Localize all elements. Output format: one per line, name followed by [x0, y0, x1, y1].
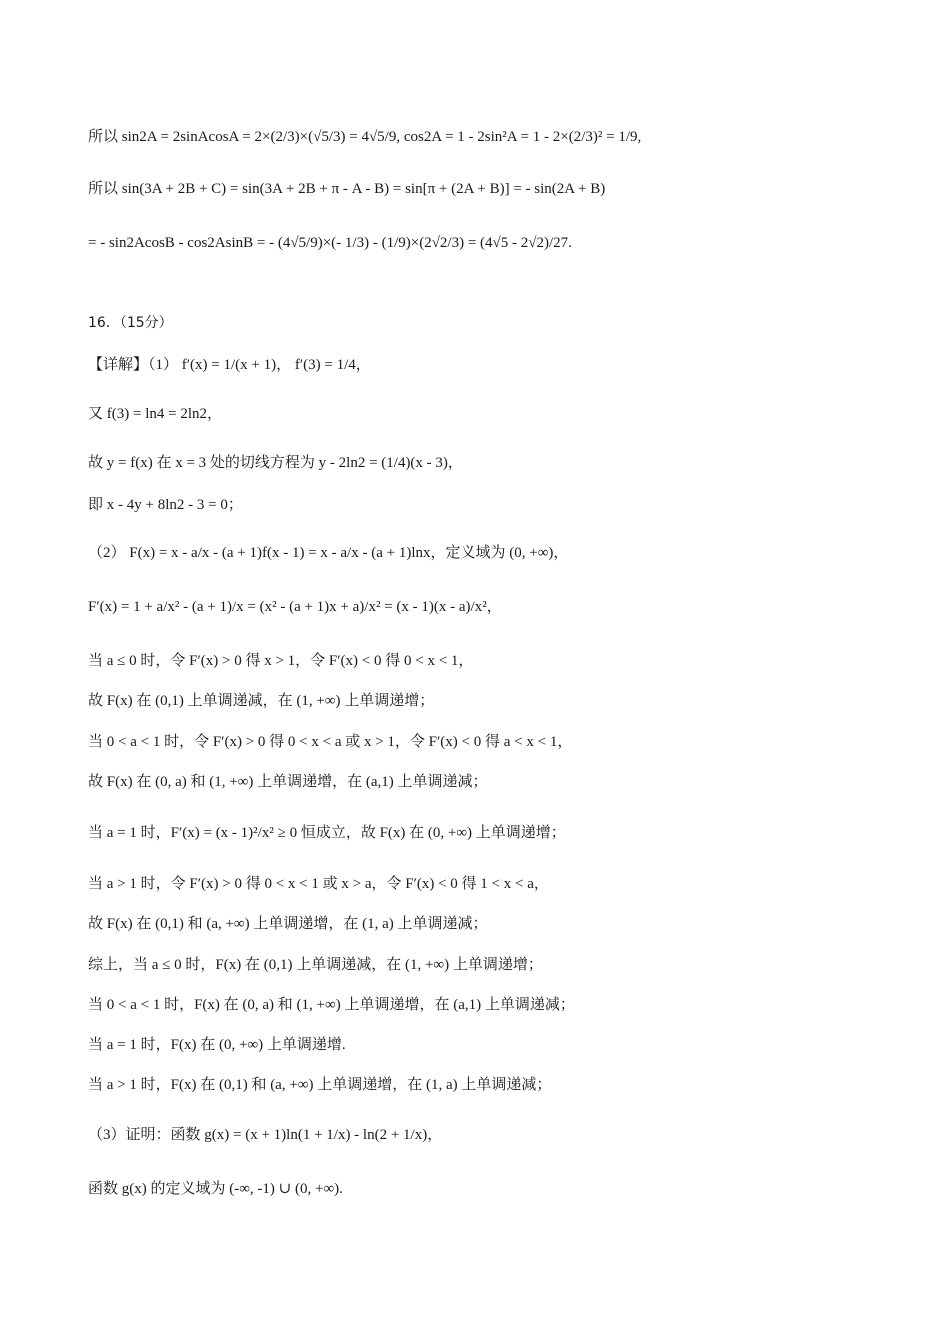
case-0-a-1-mono-line: 故 F(x) 在 (0, a) 和 (1, +∞) 上单调递增，在 (a,1) 上单调递减； [88, 774, 488, 790]
part2-definition-line: （2） F(x) = x - a/x - (a + 1)f(x - 1) = x - a/x - (a + 1)lnx，定义域为 (0, +∞)， [88, 545, 569, 561]
part1-tangent-line: 故 y = f(x) 在 x = 3 处的切线方程为 y - 2ln2 = (1/4)(x - 3)， [88, 455, 463, 471]
case-0-a-1-line: 当 0 < a < 1 时，令 F′(x) > 0 得 0 < x < a 或 x > 1，令 F′(x) < 0 得 a < x < 1， [88, 734, 573, 750]
sin-result-line: = - sin2AcosB - cos2AsinB = - (4√5/9)×(- 1/3) - (1/9)×(2√2/3) = (4√5 - 2√2)/27. [88, 235, 572, 251]
part1-f3-line: 又 f(3) = ln4 = 2ln2， [88, 406, 222, 422]
summary-a-le-0-line: 综上，当 a ≤ 0 时，F(x) 在 (0,1) 上单调递减，在 (1, +∞) 上单调递增； [88, 957, 543, 973]
summary-0-a-1-line: 当 0 < a < 1 时，F(x) 在 (0, a) 和 (1, +∞) 上单调递增，在 (a,1) 上单调递减； [88, 997, 575, 1013]
case-a-le-0-line: 当 a ≤ 0 时，令 F′(x) > 0 得 x > 1，令 F′(x) < 0 得 0 < x < 1， [88, 653, 474, 669]
part3-function-line: （3）证明：函数 g(x) = (x + 1)ln(1 + 1/x) - ln(2 + 1/x)， [88, 1127, 443, 1143]
summary-a-gt-1-line: 当 a > 1 时，F(x) 在 (0,1) 和 (a, +∞) 上单调递增，在 (1, a) 上单调递减； [88, 1077, 552, 1093]
case-a-eq-1-line: 当 a = 1 时，F′(x) = (x - 1)²/x² ≥ 0 恒成立，故 F(x) 在 (0, +∞) 上单调递增； [88, 825, 566, 841]
problem-16-header: 16．（15分） [88, 315, 173, 331]
part1-equation-line: 即 x - 4y + 8ln2 - 3 = 0； [88, 497, 243, 513]
case-a-gt-1-line: 当 a > 1 时，令 F′(x) > 0 得 0 < x < 1 或 x > a，令 F′(x) < 0 得 1 < x < a， [88, 876, 549, 892]
sin-sum-line: 所以 sin(3A + 2B + C) = sin(3A + 2B + π - A - B) = sin[π + (2A + B)] = - sin(2A + B) [88, 181, 606, 197]
part2-derivative-line: F′(x) = 1 + a/x² - (a + 1)/x = (x² - (a + 1)x + a)/x² = (x - 1)(x - a)/x²， [88, 599, 502, 615]
case-a-le-0-mono-line: 故 F(x) 在 (0,1) 上单调递减，在 (1, +∞) 上单调递增； [88, 693, 435, 709]
case-a-gt-1-mono-line: 故 F(x) 在 (0,1) 和 (a, +∞) 上单调递增，在 (1, a) 上单调递减； [88, 916, 488, 932]
sin2a-line: 所以 sin2A = 2sinAcosA = 2×(2/3)×(√5/3) = 4√5/9, cos2A = 1 - 2sin²A = 1 - 2×(2/3)² = 1/9, [88, 129, 642, 145]
summary-a-eq-1-line: 当 a = 1 时，F(x) 在 (0, +∞) 上单调递增. [88, 1037, 346, 1053]
part1-derivative-line: 【详解】（1） f′(x) = 1/(x + 1)， f′(3) = 1/4， [88, 357, 371, 373]
part3-domain-line: 函数 g(x) 的定义域为 (-∞, -1) ∪ (0, +∞). [88, 1181, 343, 1197]
